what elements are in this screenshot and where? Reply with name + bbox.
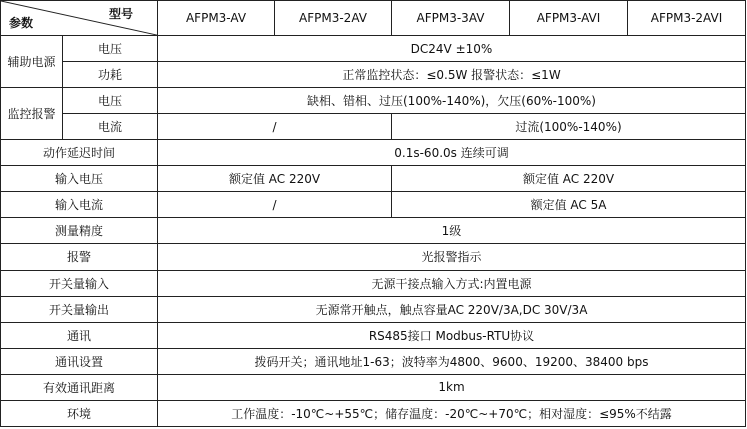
table-row [1, 400, 746, 426]
input-voltage-value-right: 额定值 AC 220V [392, 166, 746, 192]
input-current-label: 输入电流 [1, 192, 158, 218]
aux-voltage-label: 电压 [63, 36, 158, 62]
table-row [1, 348, 746, 374]
alarm-value: 光报警指示 [158, 244, 746, 270]
table-row [1, 166, 746, 192]
table-row [1, 374, 746, 400]
accuracy-value: 1级 [158, 218, 746, 244]
comm-label: 通讯 [1, 322, 158, 348]
table-row [1, 296, 746, 322]
switch-input-label: 开关量输入 [1, 270, 158, 296]
comm-distance-label: 有效通讯距离 [1, 374, 158, 400]
model-col-afpm3-avi: AFPM3-AVI [510, 1, 628, 36]
switch-output-value: 无源常开触点，触点容量AC 220V/3A,DC 30V/3A [158, 296, 746, 322]
table-row [1, 36, 746, 62]
monitor-current-value-left: / [158, 114, 392, 140]
table-row [1, 192, 746, 218]
comm-settings-value: 拨码开关；通讯地址1-63；波特率为4800、9600、19200、38400 bps [158, 348, 746, 374]
aux-power-consumption-value: 正常监控状态：≤0.5W 报警状态：≤1W [158, 62, 746, 88]
environment-label: 环境 [1, 400, 158, 426]
monitor-current-label: 电流 [63, 114, 158, 140]
model-col-afpm3-av: AFPM3-AV [158, 1, 275, 36]
param-header-label: 参数 [9, 16, 34, 31]
table-row [1, 88, 746, 114]
comm-value: RS485接口 Modbus-RTU协议 [158, 322, 746, 348]
switch-input-value: 无源干接点输入方式:内置电源 [158, 270, 746, 296]
input-voltage-value-left: 额定值 AC 220V [158, 166, 392, 192]
input-current-value-left: / [158, 192, 392, 218]
aux-power-consumption-label: 功耗 [63, 62, 158, 88]
table-row [1, 62, 746, 88]
action-delay-value: 0.1s-60.0s 连续可调 [158, 140, 746, 166]
alarm-label: 报警 [1, 244, 158, 270]
model-header-label: 型号 [108, 7, 133, 21]
input-voltage-label: 输入电压 [1, 166, 158, 192]
environment-value: 工作温度：-10℃~+55℃；储存温度：-20℃~+70℃；相对湿度：≤95%不结露 [158, 400, 746, 426]
aux-power-label: 辅助电源 [1, 36, 63, 88]
table-row [1, 322, 746, 348]
corner-cell [1, 1, 158, 36]
table-row [1, 114, 746, 140]
action-delay-label: 动作延迟时间 [1, 140, 158, 166]
monitor-current-value-right: 过流(100%-140%) [392, 114, 746, 140]
monitor-voltage-label: 电压 [63, 88, 158, 114]
table-row [1, 218, 746, 244]
accuracy-label: 测量精度 [1, 218, 158, 244]
model-col-afpm3-2avi: AFPM3-2AVI [628, 1, 746, 36]
model-col-afpm3-2av: AFPM3-2AV [275, 1, 392, 36]
comm-distance-value: 1km [158, 374, 746, 400]
monitor-alarm-label: 监控报警 [1, 88, 63, 140]
input-current-value-right: 额定值 AC 5A [392, 192, 746, 218]
monitor-voltage-value: 缺相、错相、过压(100%-140%)，欠压(60%-100%) [158, 88, 746, 114]
switch-output-label: 开关量输出 [1, 296, 158, 322]
table-row [1, 270, 746, 296]
model-col-afpm3-3av: AFPM3-3AV [392, 1, 510, 36]
header-row [1, 1, 746, 36]
comm-settings-label: 通讯设置 [1, 348, 158, 374]
table-row [1, 140, 746, 166]
table-row [1, 244, 746, 270]
aux-voltage-value: DC24V ±10% [158, 36, 746, 62]
